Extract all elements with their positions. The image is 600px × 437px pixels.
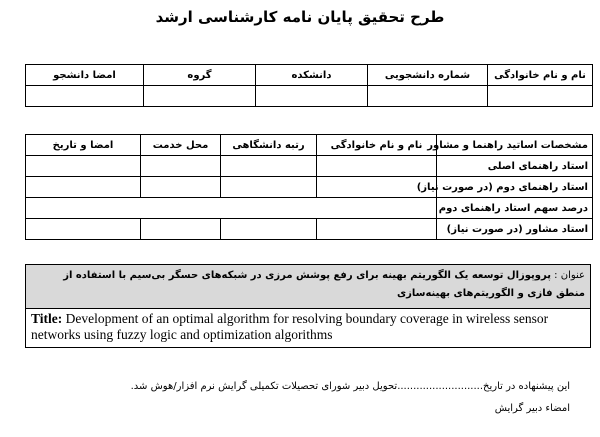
persian-title (26, 265, 590, 309)
consultant-name-field[interactable] (317, 219, 437, 240)
secretary-signature-label: امضاء دبیر گرایش (494, 403, 570, 414)
student-signature-field[interactable] (26, 86, 144, 107)
thesis-title-box (25, 264, 591, 348)
consultant-rank-field[interactable] (221, 219, 317, 240)
main-supervisor-rank-field[interactable] (221, 156, 317, 177)
student-number-field[interactable] (368, 86, 488, 107)
advisor-info-table (25, 134, 593, 240)
header-student-signature: امضا دانشجو (26, 65, 144, 86)
persian-title-text: پروپوزال توسعه یک الگوریتم بهینه برای رفع پوشش مرزی در شبکه‌های حسگر بی‌سیم با استفاده از منطق فازی و الگوریتم‌های بهینه‌سازی (63, 270, 585, 299)
second-supervisor-signature-field[interactable] (26, 177, 141, 198)
second-supervisor-workplace-field[interactable] (141, 177, 221, 198)
main-supervisor-workplace-field[interactable] (141, 156, 221, 177)
consultant-workplace-field[interactable] (141, 219, 221, 240)
second-supervisor-rank-field[interactable] (221, 177, 317, 198)
second-supervisor-share-field[interactable] (26, 198, 437, 219)
header-student-number: شماره دانشجویی (368, 65, 488, 86)
row-label-second-supervisor-share: درصد سهم استاد راهنمای دوم (437, 198, 593, 219)
header-advisor-details: مشخصات اساتید راهنما و مشاور (437, 135, 593, 156)
header-full-name: نام و نام خانوادگی (488, 65, 593, 86)
persian-title-label: عنوان : (554, 270, 585, 281)
group-field[interactable] (144, 86, 256, 107)
header-academic-rank: رتبه دانشگاهی (221, 135, 317, 156)
consultant-signature-field[interactable] (26, 219, 141, 240)
header-advisor-name: نام و نام خانوادگی (317, 135, 437, 156)
submission-date-line: این پیشنهاده در تاریخ...........................تحویل دبیر شورای تحصیلات تکمیلی گرایش نرم افزار/هوش شد. (130, 381, 570, 392)
header-faculty: دانشکده (256, 65, 368, 86)
main-supervisor-name-field[interactable] (317, 156, 437, 177)
row-label-second-supervisor: استاد راهنمای دوم (در صورت نیاز) (437, 177, 593, 198)
english-title-label: Title: (31, 311, 63, 326)
header-workplace: محل خدمت (141, 135, 221, 156)
full-name-field[interactable] (488, 86, 593, 107)
main-supervisor-signature-field[interactable] (26, 156, 141, 177)
header-group: گروه (144, 65, 256, 86)
page-title: طرح تحقیق پایان نامه کارشناسی ارشد (155, 8, 445, 26)
english-title (26, 309, 590, 345)
english-title-text: Development of an optimal algorithm for resolving boundary coverage in wireless sensor networks using fuzzy logic and optimization algorithms (31, 311, 549, 342)
row-label-consultant: استاد مشاور (در صورت نیاز) (437, 219, 593, 240)
faculty-field[interactable] (256, 86, 368, 107)
row-label-main-supervisor: استاد راهنمای اصلی (437, 156, 593, 177)
student-info-table (25, 64, 593, 107)
header-signature-date: امضا و تاریخ (26, 135, 141, 156)
submission-note (40, 376, 570, 420)
